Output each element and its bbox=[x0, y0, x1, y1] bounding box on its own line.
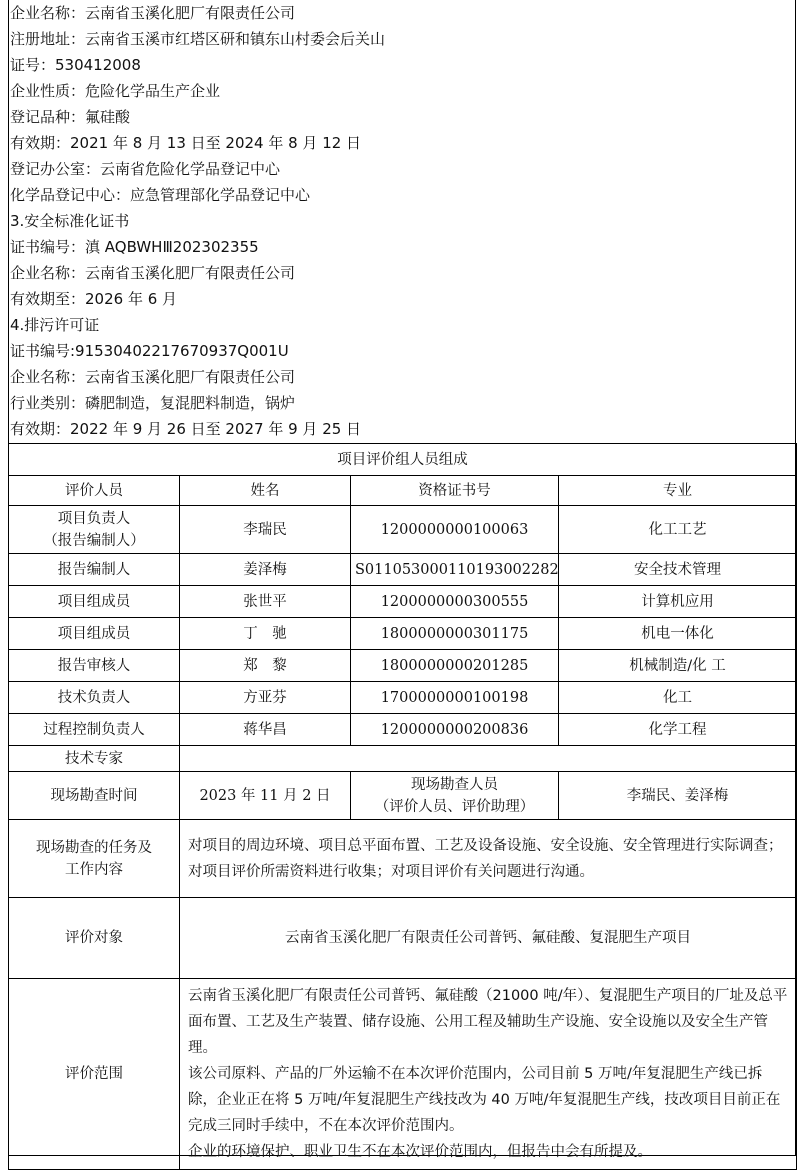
info-line: 有效期至：2026 年 6 月 bbox=[10, 290, 178, 308]
cert-cell: 1700000000100198 bbox=[351, 682, 559, 714]
info-line: 注册地址：云南省玉溪市红塔区研和镇东山村委会后关山 bbox=[10, 30, 386, 48]
header-role: 评价人员 bbox=[9, 476, 180, 506]
info-line: 登记办公室：云南省危险化学品登记中心 bbox=[10, 160, 281, 178]
major-cell: 化工 bbox=[559, 682, 797, 714]
cert-cell: 1800000000301175 bbox=[351, 618, 559, 650]
scope-paragraph: 云南省玉溪化肥厂有限责任公司普钙、氟硅酸（21000 吨/年）、复混肥生产项目的厂址及总平面布置、工艺及生产装置、储存设施、公用工程及辅助生产设施、安全设施以及安全生产管理。 bbox=[188, 988, 788, 1056]
name-cell: 姜泽梅 bbox=[180, 554, 351, 586]
major-cell: 安全技术管理 bbox=[559, 554, 797, 586]
role-line: （报告编制人） bbox=[43, 532, 145, 549]
info-line: 登记品种：氟硅酸 bbox=[10, 108, 131, 126]
team-title: 项目评价组人员组成 bbox=[9, 444, 797, 476]
cert-cell: 1200000000300555 bbox=[351, 586, 559, 618]
table-row bbox=[9, 506, 797, 554]
table-row bbox=[9, 650, 797, 682]
survey-time-label: 现场勘查时间 bbox=[9, 772, 180, 820]
certificate-info bbox=[10, 0, 790, 442]
major-cell: 计算机应用 bbox=[559, 586, 797, 618]
object-label: 评价对象 bbox=[9, 898, 180, 979]
table-row bbox=[9, 586, 797, 618]
survey-time-value: 2023 年 11 月 2 日 bbox=[180, 772, 351, 820]
survey-people-label bbox=[351, 772, 559, 820]
team-title-row bbox=[9, 444, 797, 476]
scope-row bbox=[9, 979, 797, 1170]
name-cell: 郑 黎 bbox=[180, 650, 351, 682]
object-value: 云南省玉溪化肥厂有限责任公司普钙、氟硅酸、复混肥生产项目 bbox=[180, 898, 797, 979]
info-line: 证书编号:91530402217670937Q001U bbox=[10, 342, 289, 360]
info-line: 证书编号：滇 AQBWHⅢ202302355 bbox=[10, 238, 259, 256]
info-line: 有效期：2021 年 8 月 13 日至 2024 年 8 月 12 日 bbox=[10, 134, 362, 152]
survey-task-label-line: 现场勘查的任务及 bbox=[36, 839, 152, 856]
name-cell: 张世平 bbox=[180, 586, 351, 618]
table-row bbox=[9, 714, 797, 746]
expert-value bbox=[180, 746, 797, 772]
survey-people-label-line: 现场勘查人员 bbox=[411, 776, 498, 793]
header-name: 姓名 bbox=[180, 476, 351, 506]
survey-people-label-line: （评价人员、评价助理） bbox=[374, 798, 535, 815]
cert-cell: S011053000110193002282 bbox=[351, 554, 559, 586]
scope-paragraph: 企业的环境保护、职业卫生不在本次评价范围内，但报告中会有所提及。 bbox=[188, 1144, 652, 1160]
survey-task-row bbox=[9, 820, 797, 898]
survey-time-row bbox=[9, 772, 797, 820]
table-row bbox=[9, 554, 797, 586]
role-cell: 项目组成员 bbox=[9, 586, 180, 618]
table-header-row bbox=[9, 476, 797, 506]
table-row bbox=[9, 682, 797, 714]
scope-paragraph: 该公司原料、产品的厂外运输不在本次评价范围内，公司目前 5 万吨/年复混肥生产线已拆除，企业正在将 5 万吨/年复混肥生产线技改为 40 万吨/年复混肥生产线，技改项目目前正在完成三同时手续中，不在本次评价范围内。 bbox=[188, 1066, 781, 1134]
role-cell: 过程控制负责人 bbox=[9, 714, 180, 746]
scope-value bbox=[180, 979, 797, 1170]
major-cell: 机电一体化 bbox=[559, 618, 797, 650]
section-heading: 3.安全标准化证书 bbox=[10, 212, 130, 230]
cert-cell: 1200000000200836 bbox=[351, 714, 559, 746]
role-cell: 项目组成员 bbox=[9, 618, 180, 650]
role-cell bbox=[9, 506, 180, 554]
survey-task-value: 对项目的周边环境、项目总平面布置、工艺及设备设施、安全设施、安全管理进行实际调查；对项目评价所需资料进行收集；对项目评价有关问题进行沟通。 bbox=[180, 820, 797, 898]
cert-cell: 1200000000100063 bbox=[351, 506, 559, 554]
info-line: 化学品登记中心：应急管理部化学品登记中心 bbox=[10, 186, 311, 204]
scope-label: 评价范围 bbox=[9, 979, 180, 1170]
evaluation-table bbox=[8, 443, 797, 1170]
name-cell: 李瑞民 bbox=[180, 506, 351, 554]
expert-row bbox=[9, 746, 797, 772]
info-line: 行业类别：磷肥制造，复混肥料制造，锅炉 bbox=[10, 394, 296, 412]
info-line: 有效期：2022 年 9 月 26 日至 2027 年 9 月 25 日 bbox=[10, 420, 362, 438]
cert-cell: 1800000000201285 bbox=[351, 650, 559, 682]
table-row bbox=[9, 618, 797, 650]
info-line: 企业名称：云南省玉溪化肥厂有限责任公司 bbox=[10, 368, 296, 386]
major-cell: 化学工程 bbox=[559, 714, 797, 746]
survey-task-label-line: 工作内容 bbox=[65, 861, 123, 878]
role-line: 项目负责人 bbox=[57, 510, 131, 527]
info-line: 企业名称：云南省玉溪化肥厂有限责任公司 bbox=[10, 4, 296, 22]
role-cell: 报告审核人 bbox=[9, 650, 180, 682]
info-line: 企业性质：危险化学品生产企业 bbox=[10, 82, 221, 100]
major-cell: 化工工艺 bbox=[559, 506, 797, 554]
info-line: 证号：530412008 bbox=[10, 56, 141, 74]
section-heading: 4.排污许可证 bbox=[10, 316, 100, 334]
header-major: 专业 bbox=[559, 476, 797, 506]
role-cell: 技术负责人 bbox=[9, 682, 180, 714]
object-row bbox=[9, 898, 797, 979]
header-cert: 资格证书号 bbox=[351, 476, 559, 506]
info-line: 企业名称：云南省玉溪化肥厂有限责任公司 bbox=[10, 264, 296, 282]
role-cell: 报告编制人 bbox=[9, 554, 180, 586]
name-cell: 蒋华昌 bbox=[180, 714, 351, 746]
name-cell: 方亚芬 bbox=[180, 682, 351, 714]
name-cell: 丁 驰 bbox=[180, 618, 351, 650]
expert-label: 技术专家 bbox=[9, 746, 180, 772]
survey-people-value: 李瑞民、姜泽梅 bbox=[559, 772, 797, 820]
major-cell: 机械制造/化 工 bbox=[559, 650, 797, 682]
survey-task-label bbox=[9, 820, 180, 898]
